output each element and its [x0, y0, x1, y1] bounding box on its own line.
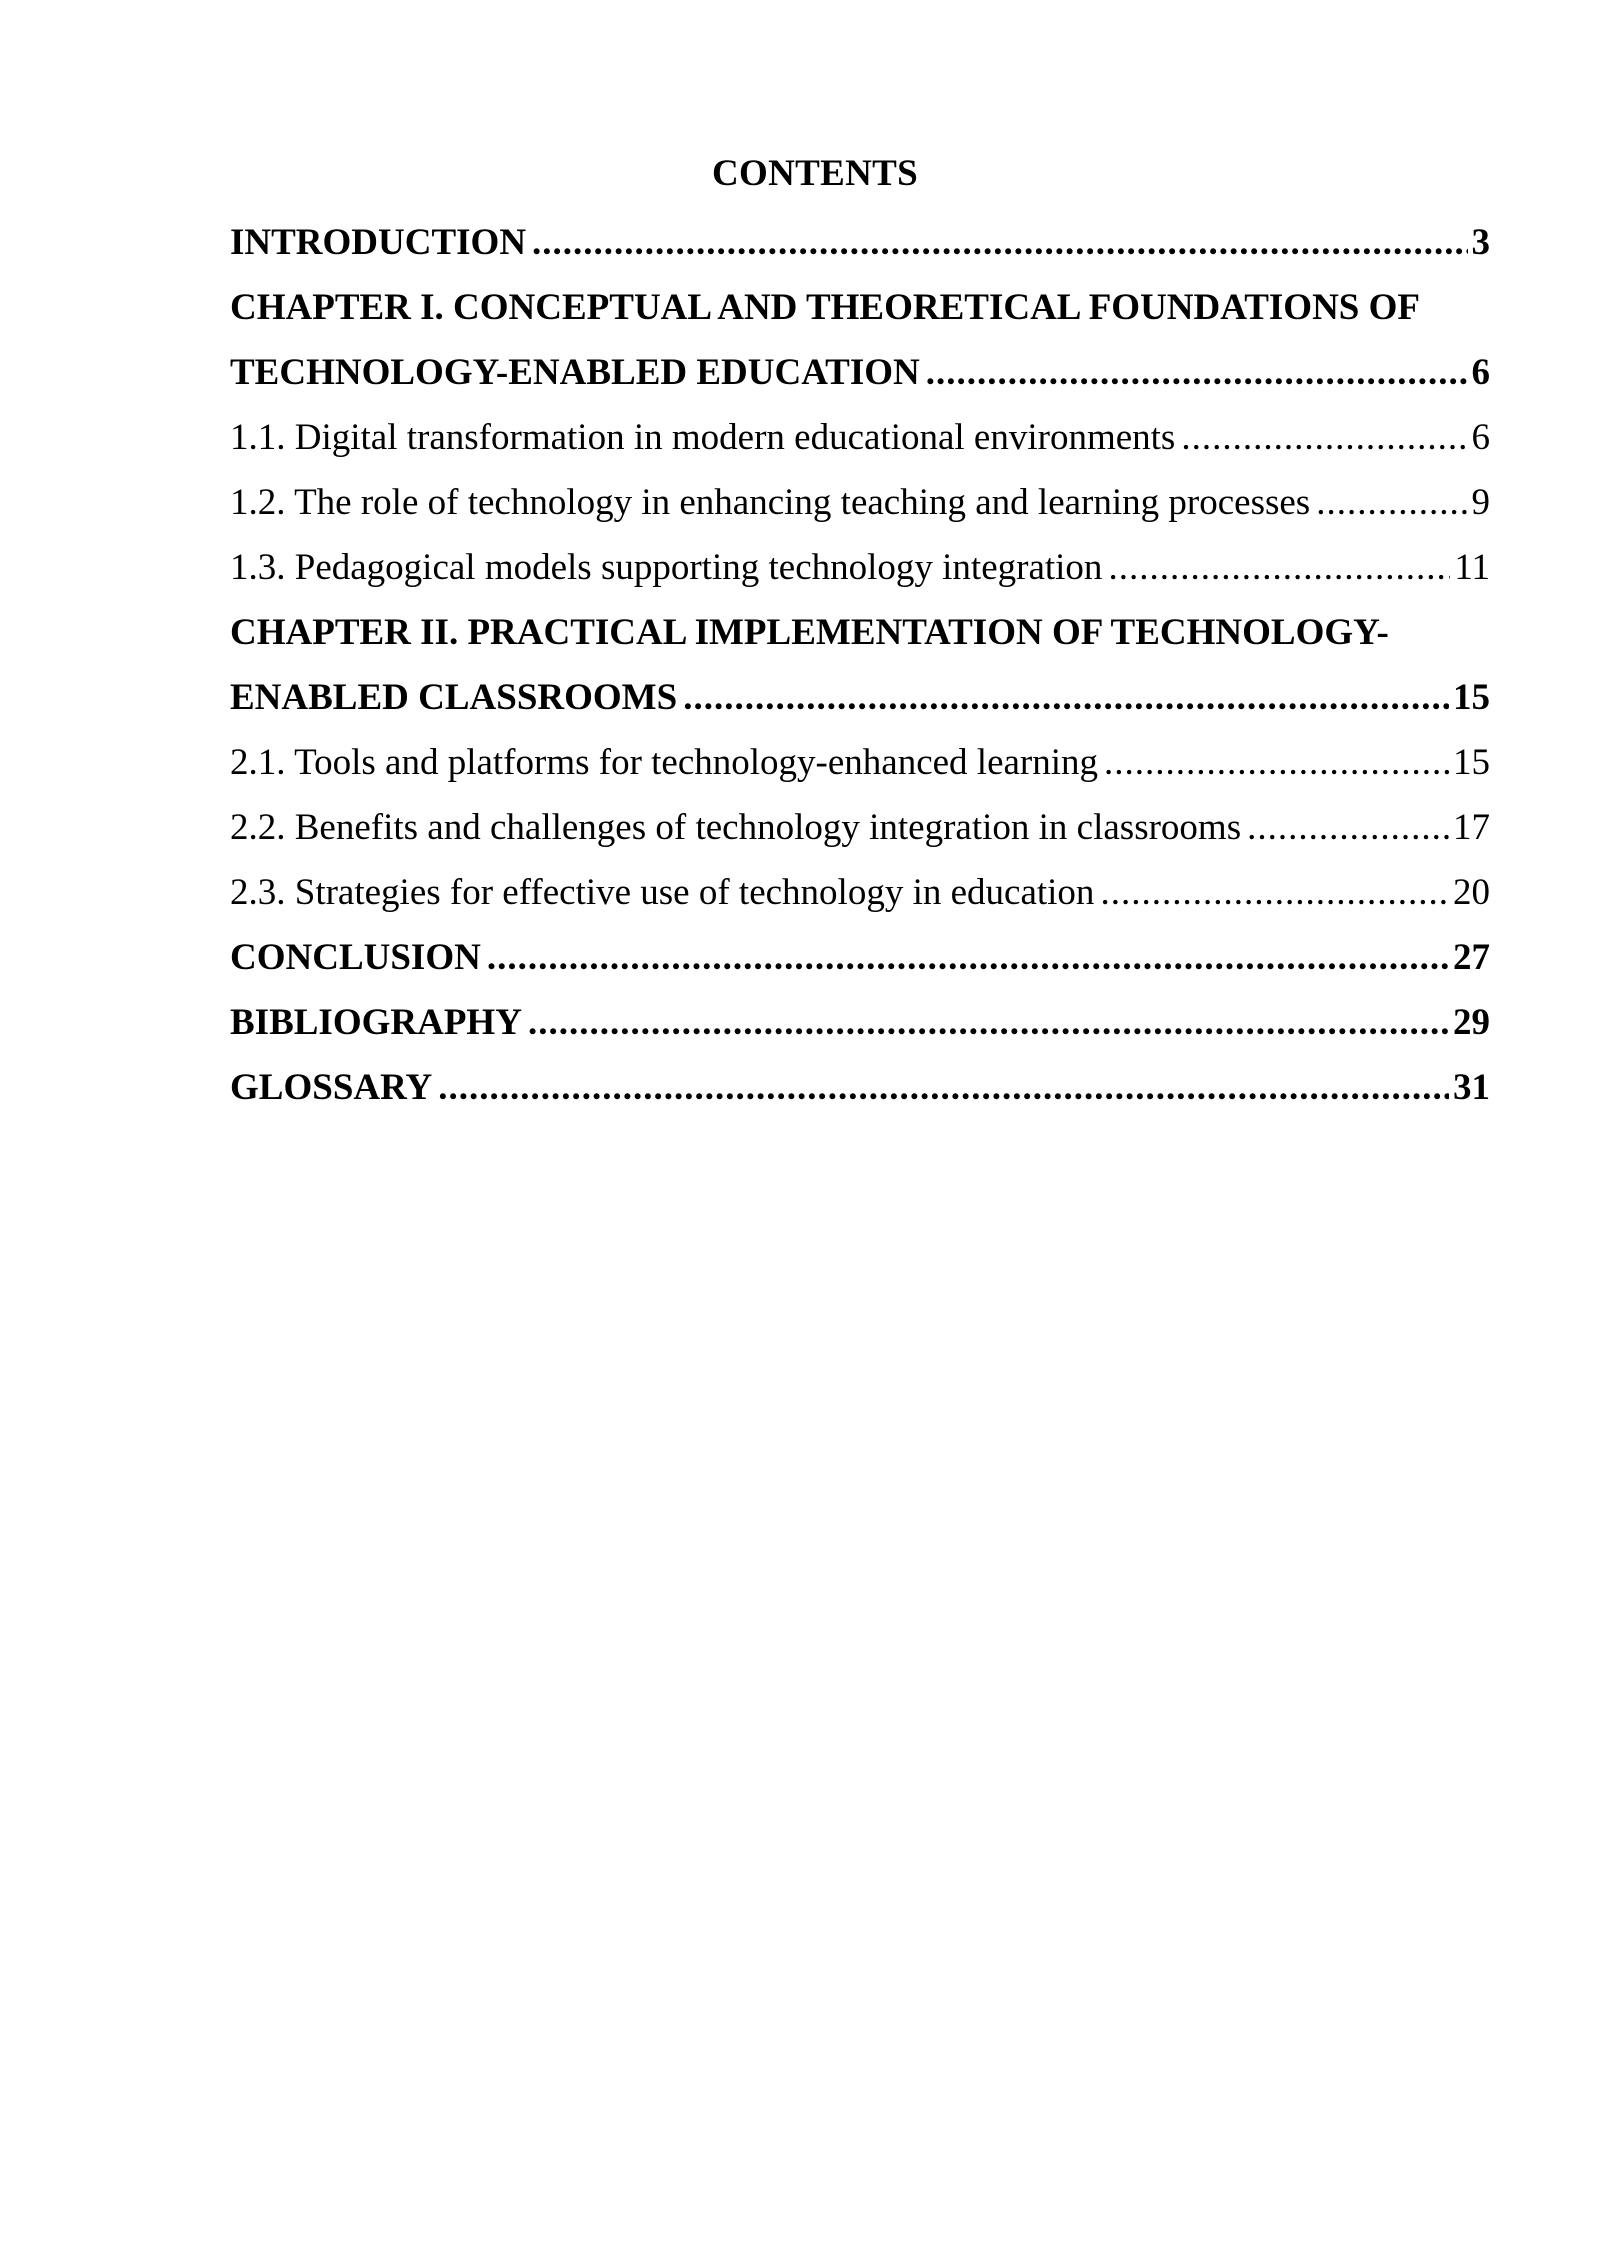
toc-entry-label: 2.3. Strategies for effective use of technology in education	[230, 872, 1095, 913]
toc-page-number: 31	[1453, 1067, 1490, 1108]
dot-leader	[1108, 535, 1450, 600]
toc-entry-label: 1.2. The role of technology in enhancing teaching and learning processes	[230, 482, 1311, 523]
toc-entry-section-1-1[interactable]	[230, 405, 1490, 470]
toc-entry-bibliography[interactable]	[230, 990, 1490, 1055]
toc-entry-conclusion[interactable]	[230, 925, 1490, 990]
dot-leader	[683, 665, 1449, 730]
toc-entry-label: ENABLED CLASSROOMS	[230, 677, 678, 718]
toc-entry-section-2-2[interactable]	[230, 795, 1490, 860]
toc-entry-label-line-1: CHAPTER I. CONCEPTUAL AND THEORETICAL FOUNDATIONS OF	[230, 287, 1420, 328]
dot-leader	[438, 1055, 1449, 1120]
toc-entry-label: 2.2. Benefits and challenges of technology integration in classrooms	[230, 807, 1242, 848]
toc-entry-introduction[interactable]	[230, 210, 1490, 275]
toc-entry-label: TECHNOLOGY-ENABLED EDUCATION	[230, 352, 920, 393]
toc-entry-label-line-1: CHAPTER II. PRACTICAL IMPLEMENTATION OF TECHNOLOGY-	[230, 612, 1389, 653]
toc-entry-label: 1.1. Digital transformation in modern educational environments	[230, 417, 1176, 458]
toc-entry-glossary[interactable]	[230, 1055, 1490, 1120]
dot-leader	[487, 925, 1449, 990]
dot-leader	[1247, 795, 1449, 860]
contents-heading: CONTENTS	[712, 153, 918, 194]
toc-entry-label: CONCLUSION	[230, 937, 481, 978]
toc-entry-chapter-1[interactable]	[230, 275, 1490, 405]
toc-entry-label: INTRODUCTION	[230, 222, 527, 263]
toc-entry-section-1-2[interactable]	[230, 470, 1490, 535]
dot-leader	[1181, 405, 1467, 470]
toc-page-number: 9	[1471, 482, 1490, 523]
dot-leader	[1100, 860, 1449, 925]
toc-entry-label: BIBLIOGRAPHY	[230, 1002, 522, 1043]
toc-entry-chapter-2[interactable]	[230, 600, 1490, 730]
toc-page-number: 20	[1453, 872, 1490, 913]
toc-entry-section-2-3[interactable]	[230, 860, 1490, 925]
toc-entry-section-1-3[interactable]	[230, 535, 1490, 600]
toc-entry-label: 2.1. Tools and platforms for technology-enhanced learning	[230, 742, 1099, 783]
toc-page-number: 6	[1471, 352, 1490, 393]
toc-page-number: 27	[1453, 937, 1490, 978]
toc-page-number: 11	[1454, 547, 1490, 588]
dot-leader	[532, 210, 1467, 275]
toc-entry-label: 1.3. Pedagogical models supporting technology integration	[230, 547, 1103, 588]
toc-page-number: 15	[1453, 742, 1490, 783]
toc-page-number: 3	[1471, 222, 1490, 263]
toc-entry-label: GLOSSARY	[230, 1067, 433, 1108]
table-of-contents	[230, 210, 1490, 1120]
dot-leader	[1316, 470, 1467, 535]
toc-page-number: 15	[1453, 677, 1490, 718]
toc-page-number: 6	[1471, 417, 1490, 458]
toc-page-number: 17	[1453, 807, 1490, 848]
toc-page-number: 29	[1453, 1002, 1490, 1043]
dot-leader	[1104, 730, 1449, 795]
toc-entry-section-2-1[interactable]	[230, 730, 1490, 795]
dot-leader	[528, 990, 1449, 1055]
dot-leader	[926, 340, 1468, 405]
